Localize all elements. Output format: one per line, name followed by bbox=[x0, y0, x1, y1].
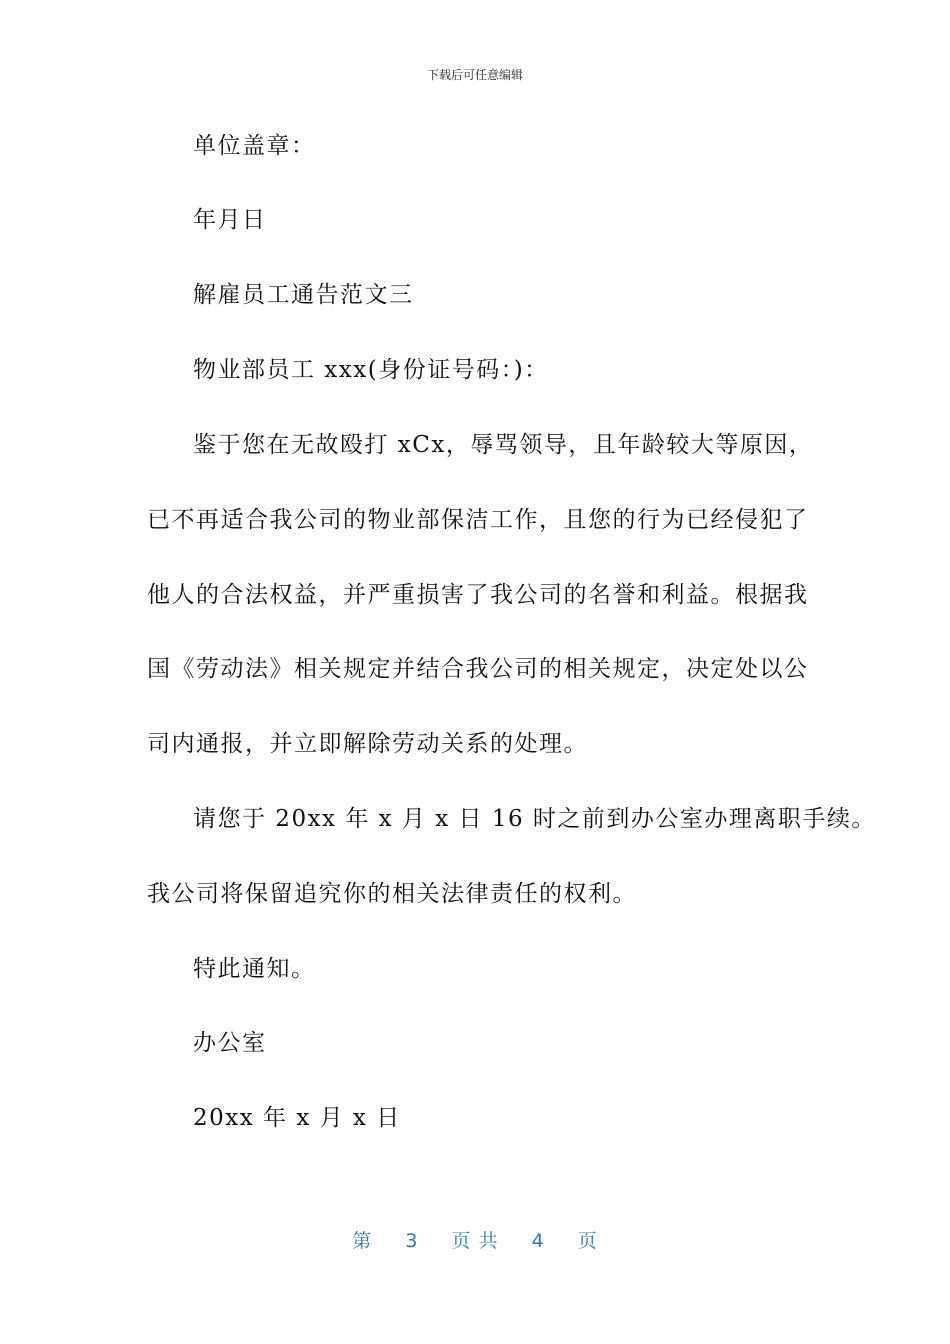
signature-office: 办公室 bbox=[193, 1030, 267, 1056]
deadline-line-2: 我公司将保留追究你的相关法律责任的权利。 bbox=[147, 881, 637, 907]
notice-closing: 特此通知。 bbox=[193, 956, 316, 982]
body-paragraph-line-2: 已不再适合我公司的物业部保洁工作，且您的行为已经侵犯了 bbox=[147, 507, 809, 533]
body-paragraph-line-5: 司内通报，并立即解除劳动关系的处理。 bbox=[147, 731, 588, 757]
footer-prefix: 第 bbox=[352, 1230, 373, 1252]
body-paragraph-line-1: 鉴于您在无故殴打 xCx，辱骂领导，且年龄较大等原因， bbox=[193, 432, 814, 458]
header-note: 下载后可任意编辑 bbox=[426, 68, 523, 82]
section-title: 解雇员工通告范文三 bbox=[193, 282, 414, 308]
footer-suffix: 页 bbox=[577, 1230, 598, 1252]
deadline-line-1: 请您于 20xx 年 x 月 x 日 16 时之前到办公室办理离职手续。 bbox=[193, 806, 876, 832]
footer-middle: 页 共 bbox=[451, 1230, 499, 1252]
date-placeholder-line: 年月日 bbox=[193, 207, 267, 233]
addressee-line: 物业部员工 xxx(身份证号码：)： bbox=[193, 357, 549, 383]
footer-total-pages: 4 bbox=[531, 1230, 545, 1252]
seal-line: 单位盖章： bbox=[193, 133, 316, 159]
body-paragraph-line-4: 国《劳动法》相关规定并结合我公司的相关规定，决定处以公 bbox=[147, 656, 809, 682]
page-footer bbox=[0, 1226, 950, 1253]
body-paragraph-line-3: 他人的合法权益，并严重损害了我公司的名誉和利益。根据我 bbox=[147, 582, 809, 608]
signature-date: 20xx 年 x 月 x 日 bbox=[193, 1105, 401, 1131]
footer-current-page: 3 bbox=[405, 1230, 419, 1252]
